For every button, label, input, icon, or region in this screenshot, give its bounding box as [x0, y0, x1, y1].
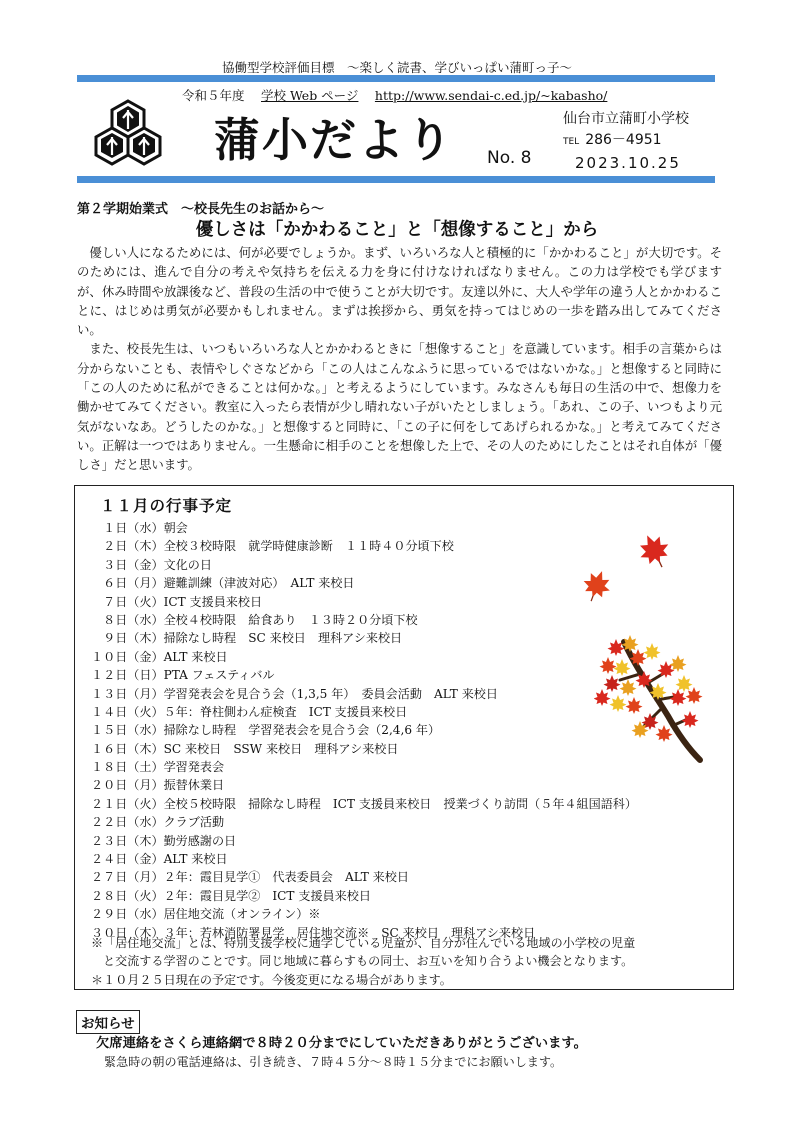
article-body: [77, 243, 722, 475]
event-item: １３日（月）学習発表会を見合う会（1,3,5 年） 委員会活動 ALT 来校日: [91, 686, 498, 701]
event-item: ２９日（水）居住地交流（オンライン）※: [91, 907, 321, 922]
issue-number: No. 8: [487, 148, 532, 168]
event-item: ９日（木）掃除なし時程 SC 来校日 理科アシ来校日: [91, 631, 403, 646]
section-label: 第２学期始業式 ～校長先生のお話から～: [77, 202, 325, 217]
event-item: １８日（土）学習発表会: [91, 760, 225, 775]
event-item: ８日（水）全校４校時限 給食あり １３時２０分頃下校: [91, 612, 418, 627]
school-emblem-icon: [92, 98, 164, 170]
web-info-line: [182, 86, 607, 104]
notice-main-text: 欠席連絡をさくら連絡網で８時２０分までにしていただきありがとうございます。: [96, 1036, 587, 1051]
event-item: １４日（火）５年：脊柱側わん症検査 ICT 支援員来校日: [91, 704, 408, 719]
notice-label: お知らせ: [76, 1010, 140, 1034]
tel-label: TEL: [563, 137, 580, 147]
autumn-branch-icon: [594, 634, 704, 764]
events-title: １１月の行事予定: [100, 496, 233, 515]
exchange-note: ※「居住地交流」とは、特別支援学校に通学している児童が、自分が住んでいる地域の小学校の児童: [91, 936, 636, 950]
event-item: ３日（金）文化の日: [91, 557, 212, 572]
event-item: ２８日（火）２年：霞目見学② ICT 支援員来校日: [91, 888, 371, 903]
event-item: ３０日（木）３年：若林消防署見学 居住地交流※ SC 来校日 理科アシ来校日: [91, 925, 536, 940]
event-item: ２３日（木）勤労感謝の日: [91, 833, 237, 848]
school-motto: 協働型学校評価目標 ～楽しく読書、学びいっぱい蒲町っ子～: [221, 60, 572, 75]
header-top-bar: [77, 75, 715, 82]
event-item: １０日（金）ALT 来校日: [91, 649, 228, 664]
article-paragraph: 優しい人になるためには、何が必要でしょうか。まず、いろいろな人と積極的に「かかわること」が大切です。そのためには、進んで自分の考えや気持ちを伝える力を身に付けなければなりません。この力は学校でも学びますが、休み時間や放課後など、普段の生活の中で使うことが大切です。友達以外に、大人や学年の違う人とかかわることに、はじめは勇気が必要かもしれません。まずは挨拶から、勇気を持ってはじめの一歩を踏み出してみてください。: [77, 245, 722, 338]
exchange-note-cont: と交流する学習のことです。同じ地域に暮らすもの同士、お互いを知り合うよい機会となります。: [103, 954, 634, 969]
issue-date: 2023.10.25: [575, 154, 681, 172]
event-item: ６日（月）避難訓練（津波対応） ALT 来校日: [91, 576, 355, 591]
phone-number: 286－4951: [585, 132, 662, 148]
schedule-note: ＊１０月２５日現在の予定です。今後変更になる場合があります。: [91, 972, 452, 987]
events-notes: [91, 934, 731, 989]
event-item: ２日（木）全校３校時限 就学時健康診断 １１時４０分頃下校: [91, 539, 454, 554]
school-name: 仙台市立蒲町小学校: [563, 111, 689, 127]
newsletter-title: 蒲小だより: [214, 113, 454, 167]
maple-leaf-icon: [636, 530, 672, 570]
event-item: ２０日（月）振替休業日: [91, 778, 225, 793]
article-heading: 優しさは「かかわること」と「想像すること」から: [195, 220, 599, 240]
event-item: １６日（木）SC 来校日 SSW 来校日 理科アシ来校日: [91, 741, 399, 756]
maple-leaf-icon: [580, 567, 614, 603]
event-item: ７日（火）ICT 支援員来校日: [91, 594, 263, 609]
event-item: ２２日（水）クラブ活動: [91, 815, 225, 830]
school-year: 令和５年度: [182, 88, 245, 103]
header-bottom-bar: [77, 176, 715, 183]
article-paragraph: また、校長先生は、いつもいろいろな人とかかわるときに「想像すること」を意識しています。相手の言葉からは分からないことも、表情やしぐさなどから「この人はこんなふうに思っているではないかな。」と想像すると同時に「この人のために私ができることは何かな。」と考えるようにしています。みなさんも毎日の生活の中で、想像力を働かせてみてください。教室に入ったら表情が少し晴れない子がいたとしましょう。「あれ、この子、いつもより元気がないなあ。どうしたのかな。」と想像すると同時に、「この子に何をしてあげられるかな。」と考えてみてください。正解は一つではありません。一生懸命に相手のことを想像した上で、その人のためにしたことはそれ自体が「優しさ」だと思います。: [77, 341, 722, 473]
event-item: ２７日（月）２年：霞目見学① 代表委員会 ALT 来校日: [91, 870, 409, 885]
event-item: １日（水）朝会: [91, 521, 188, 535]
event-item: ２１日（火）全校５校時限 掃除なし時程 ICT 支援員来校日 授業づくり訪問（５年４組国語科）: [91, 796, 637, 811]
event-item: １２日（日）PTA フェスティバル: [91, 668, 275, 683]
event-item: ２４日（金）ALT 来校日: [91, 852, 228, 867]
phone-line: [563, 129, 662, 149]
notice-sub-text: 緊急時の朝の電話連絡は、引き続き、７時４５分～８時１５分までにお願いします。: [104, 1055, 563, 1069]
events-list: [91, 519, 637, 942]
web-label: 学校 Web ページ: [261, 88, 359, 103]
web-url-link[interactable]: http://www.sendai-c.ed.jp/~kabasho/: [374, 88, 608, 103]
event-item: １５日（水）掃除なし時程 学習発表会を見合う会（2,4,6 年）: [91, 723, 441, 738]
